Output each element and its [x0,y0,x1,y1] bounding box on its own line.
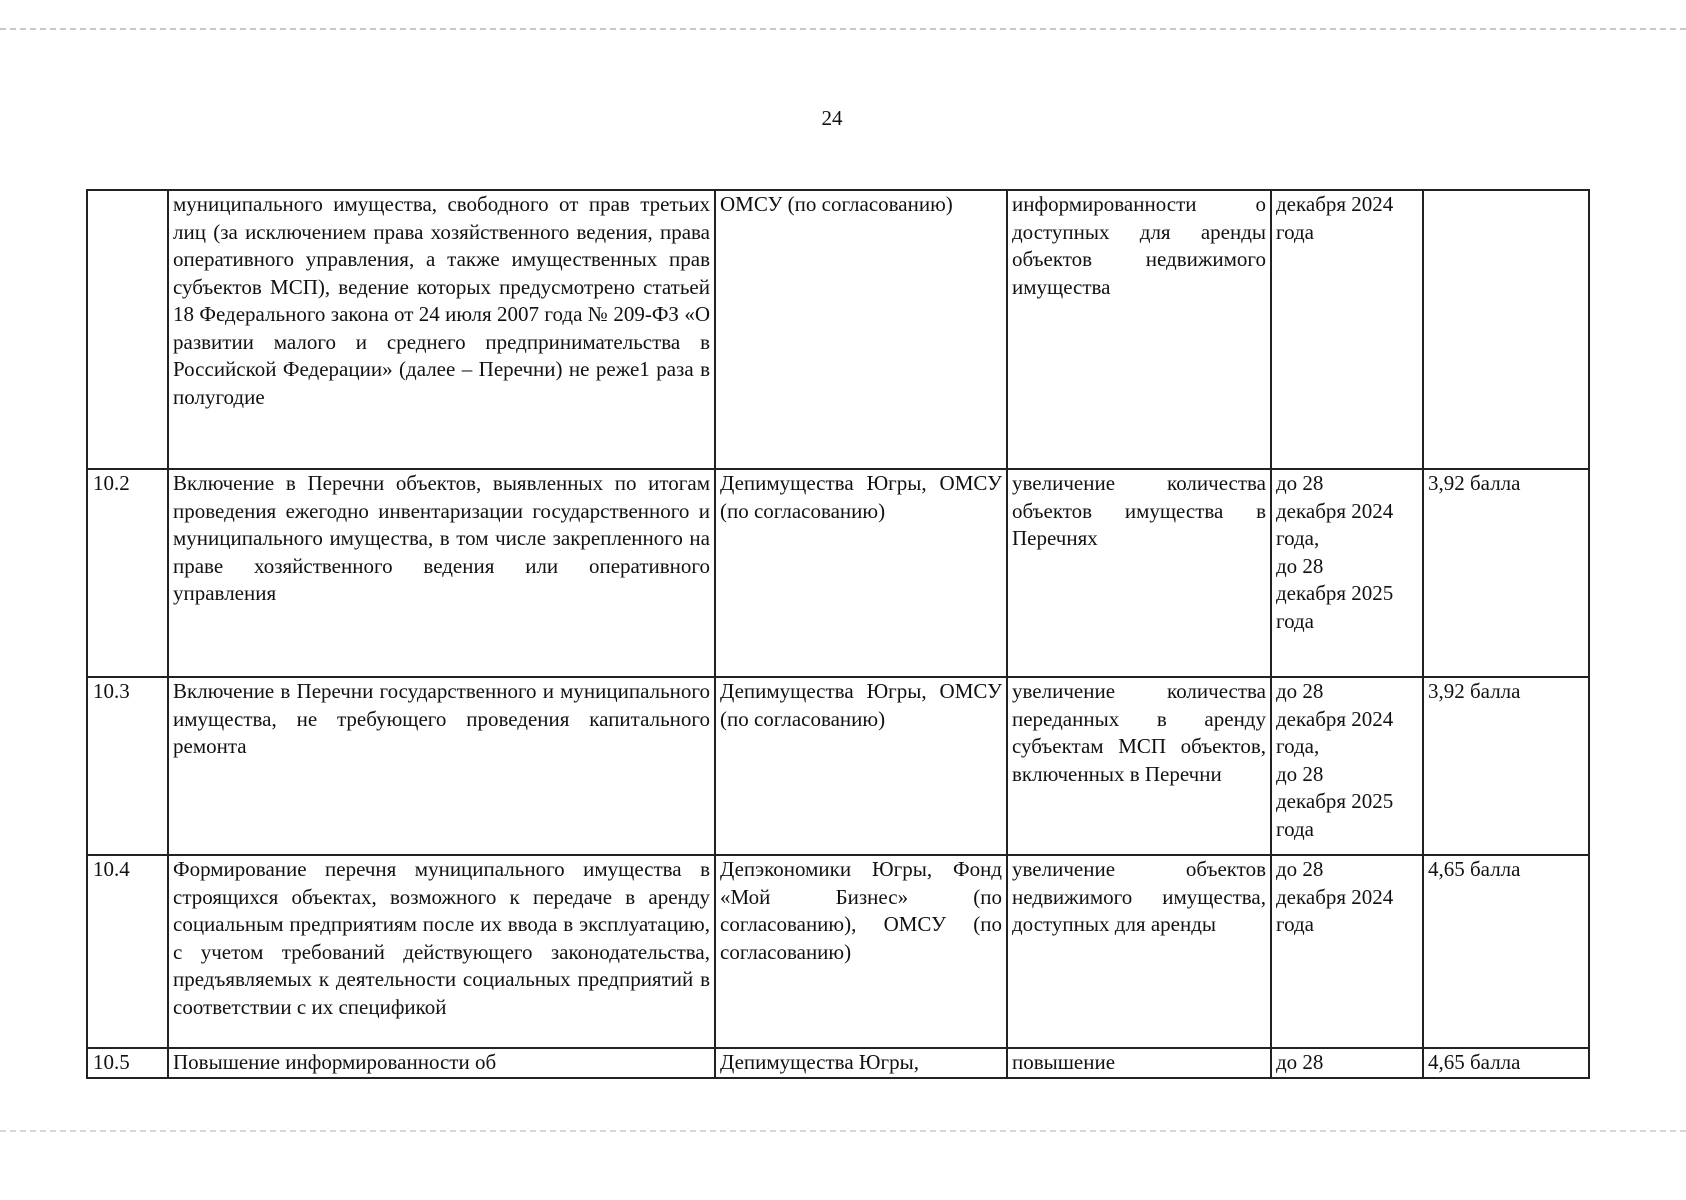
deadline-line: до 28 [1276,471,1324,495]
deadline-line: декабря 2024 [1276,498,1394,523]
deadline-line: года [1276,219,1314,244]
measures-table [86,189,1590,1079]
row-number-cell: 10.3 [87,677,168,855]
measure-cell: Повышение информированности об [168,1048,715,1078]
page-number: 24 [821,106,843,130]
deadline-line: декабря 2025 [1276,789,1394,813]
deadline-line: до 28 [1276,857,1324,881]
deadline-cell [1271,855,1423,1048]
row-number-cell: 10.4 [87,855,168,1048]
deadline-line: декабря 2024 [1276,706,1394,731]
deadline-line: до 28 [1276,761,1324,786]
measure-cell: Формирование перечня муниципального имущества в строящихся объектах, возможного к передаче в аренду социальным предприятиям после их ввода в эксплуатацию, с учетом требований действующего законодательства, предъявляемых к деятельности социальных предприятий в соответствии с их спецификой [168,855,715,1048]
measure-cell: Включение в Перечни государственного и муниципального имущества, не требующего проведения капитального ремонта [168,677,715,855]
indicator-cell: 3,92 балла [1423,469,1589,677]
row-number-cell: 10.5 [87,1048,168,1078]
deadline-line: года, [1276,526,1320,550]
result-cell: увеличение количества объектов имущества в Перечнях [1007,469,1271,677]
scan-edge-bottom [0,1130,1686,1132]
deadline-line: декабря 2025 [1276,581,1394,605]
deadline-cell [1271,1048,1423,1078]
deadline-line: декабря 2024 [1276,884,1394,909]
deadline-cell [1271,677,1423,855]
indicator-cell: 3,92 балла [1423,677,1589,855]
deadline-line: года [1276,912,1314,936]
indicator-cell: 4,65 балла [1423,855,1589,1048]
row-number-cell [87,190,168,469]
table-row [87,855,1589,1048]
deadline-line: до 28 [1276,679,1324,703]
row-number-cell: 10.2 [87,469,168,677]
result-cell: повышение [1007,1048,1271,1078]
deadline-line: до 28 [1276,553,1324,578]
measure-cell: Включение в Перечни объектов, выявленных по итогам проведения ежегодно инвентаризации государственного и муниципального имущества, в том числе закрепленного на праве хозяйственного ведения или оперативного управления [168,469,715,677]
table-row [87,677,1589,855]
scan-edge-top [0,28,1686,30]
responsible-cell: Депимущества Югры, [715,1048,1007,1078]
responsible-cell: Депэкономики Югры, Фонд «Мой Бизнес» (по согласованию), ОМСУ (по согласованию) [715,855,1007,1048]
deadline-line: декабря 2024 [1276,192,1394,216]
responsible-cell: Депимущества Югры, ОМСУ (по согласованию) [715,677,1007,855]
responsible-cell: Депимущества Югры, ОМСУ (по согласованию) [715,469,1007,677]
table-row [87,1048,1589,1078]
table-row [87,469,1589,677]
deadline-cell [1271,190,1423,469]
indicator-cell [1423,190,1589,469]
result-cell: увеличение объектов недвижимого имущества, доступных для аренды [1007,855,1271,1048]
deadline-cell [1271,469,1423,677]
responsible-cell: ОМСУ (по согласованию) [715,190,1007,469]
deadline-line: года, [1276,734,1320,758]
deadline-line: года [1276,816,1314,841]
indicator-cell: 4,65 балла [1423,1048,1589,1078]
result-cell: информированности о доступных для аренды объектов недвижимого имущества [1007,190,1271,469]
deadline-line: года [1276,608,1314,633]
table-row [87,190,1589,469]
deadline-line: до 28 [1276,1050,1324,1074]
measure-cell: муниципального имущества, свободного от прав третьих лиц (за исключением права хозяйственного ведения, права оперативного управления, а также имущественных прав субъектов МСП), ведение которых предусмотрено статьей 18 Федерального закона от 24 июля 2007 года № 209-ФЗ «О развитии малого и среднего предпринимательства в Российской Федерации» (далее – Перечни) не реже1 раза в полугодие [168,190,715,469]
result-cell: увеличение количества переданных в аренду субъектам МСП объектов, включенных в Перечни [1007,677,1271,855]
